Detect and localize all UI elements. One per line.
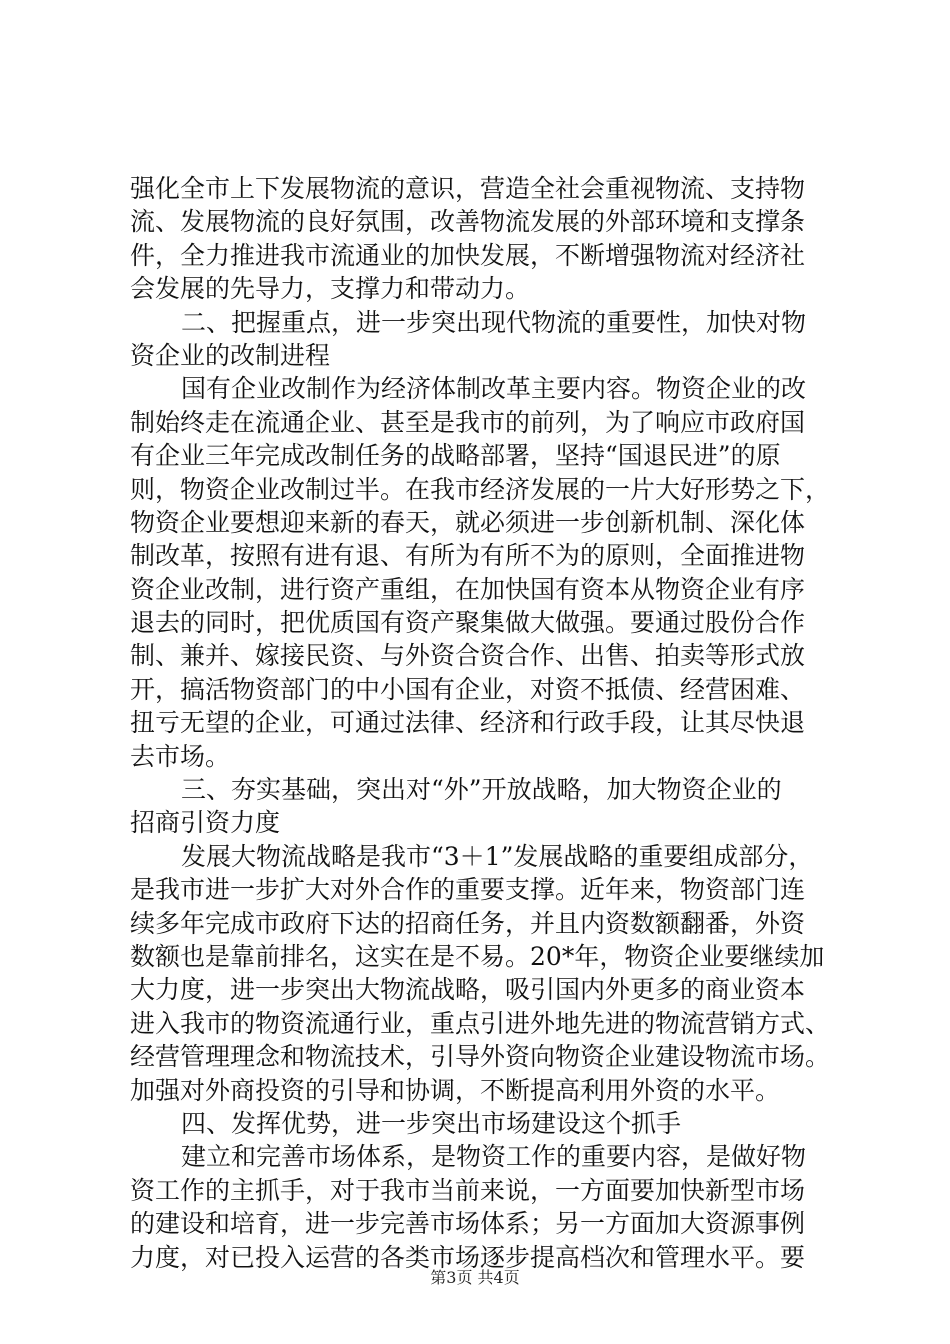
- text-line: 国有企业改制作为经济体制改革主要内容。物资企业的改: [181, 374, 807, 404]
- text-line: 大力度，进一步突出大物流战略，吸引国内外更多的商业资本: [130, 975, 806, 1005]
- text-line: 流、发展物流的良好氛围，改善物流发展的外部环境和支撑条: [130, 207, 806, 237]
- text-line: 资企业改制，进行资产重组，在加快国有资本从物资企业有序: [130, 574, 806, 604]
- text-line: 扭亏无望的企业，可通过法律、经济和行政手段，让其尽快退: [130, 708, 806, 738]
- text-line: 发展大物流战略是我市“3＋1”发展战略的重要组成部分，: [181, 841, 814, 871]
- text-line: 制改革，按照有进有退、有所为有所不为的原则，全面推进物: [130, 541, 806, 571]
- text-line: 加强对外商投资的引导和协调，不断提高利用外资的水平。: [130, 1075, 781, 1105]
- text-line: 是我市进一步扩大对外合作的重要支撑。近年来，物资部门连: [130, 875, 806, 905]
- text-line: 进入我市的物资流通行业，重点引进外地先进的物流营销方式、: [130, 1008, 831, 1038]
- text-line: 件，全力推进我市流通业的加快发展，不断增强物流对经济社: [130, 240, 806, 270]
- text-line: 物资企业要想迎来新的春天，就必须进一步创新机制、深化体: [130, 507, 806, 537]
- text-line: 开，搞活物资部门的中小国有企业，对资不抵债、经营困难、: [130, 674, 806, 704]
- page-number-footer: 第3页 共4页: [430, 1268, 520, 1287]
- text-line: 制、兼并、嫁接民资、与外资合资合作、出售、拍卖等形式放: [130, 641, 806, 671]
- text-line: 强化全市上下发展物流的意识，营造全社会重视物流、支持物: [130, 174, 806, 203]
- text-line: 制始终走在流通企业、甚至是我市的前列，为了响应市政府国: [130, 407, 806, 437]
- text-line: 资工作的主抓手，对于我市当前来说，一方面要加快新型市场: [130, 1175, 806, 1205]
- text-line: 则，物资企业改制过半。在我市经济发展的一片大好形势之下，: [130, 474, 831, 504]
- section-heading-2: 二、把握重点，进一步突出现代物流的重要性，加快对物: [181, 307, 807, 337]
- section-heading-3: 三、夯实基础，突出对“外”开放战略，加大物资企业的: [181, 775, 782, 805]
- section-heading-2-cont: 资企业的改制进程: [130, 340, 331, 370]
- document-body: [130, 172, 832, 1274]
- text-line: 力度，对已投入运营的各类市场逐步提高档次和管理水平。要: [130, 1242, 806, 1272]
- text-line: 会发展的先导力，支撑力和带动力。: [130, 274, 531, 304]
- text-line: 退去的同时，把优质国有资产聚集做大做强。要通过股份合作: [130, 608, 806, 638]
- text-line: 建立和完善市场体系，是物资工作的重要内容，是做好物: [181, 1142, 807, 1172]
- text-line: 经营管理理念和物流技术，引导外资向物资企业建设物流市场。: [130, 1042, 831, 1072]
- text-line: 去市场。: [130, 741, 231, 771]
- text-line: 数额也是靠前排名，这实在是不易。20*年，物资企业要继续加: [130, 941, 825, 971]
- text-line: 有企业三年完成改制任务的战略部署，坚持“国退民进”的原: [130, 441, 781, 471]
- section-heading-3-cont: 招商引资力度: [130, 808, 281, 838]
- section-heading-4: 四、发挥优势，进一步突出市场建设这个抓手: [181, 1108, 682, 1138]
- text-line: 的建设和培育，进一步完善市场体系；另一方面加大资源事例: [130, 1209, 806, 1239]
- text-line: 续多年完成市政府下达的招商任务，并且内资数额翻番，外资: [130, 908, 806, 938]
